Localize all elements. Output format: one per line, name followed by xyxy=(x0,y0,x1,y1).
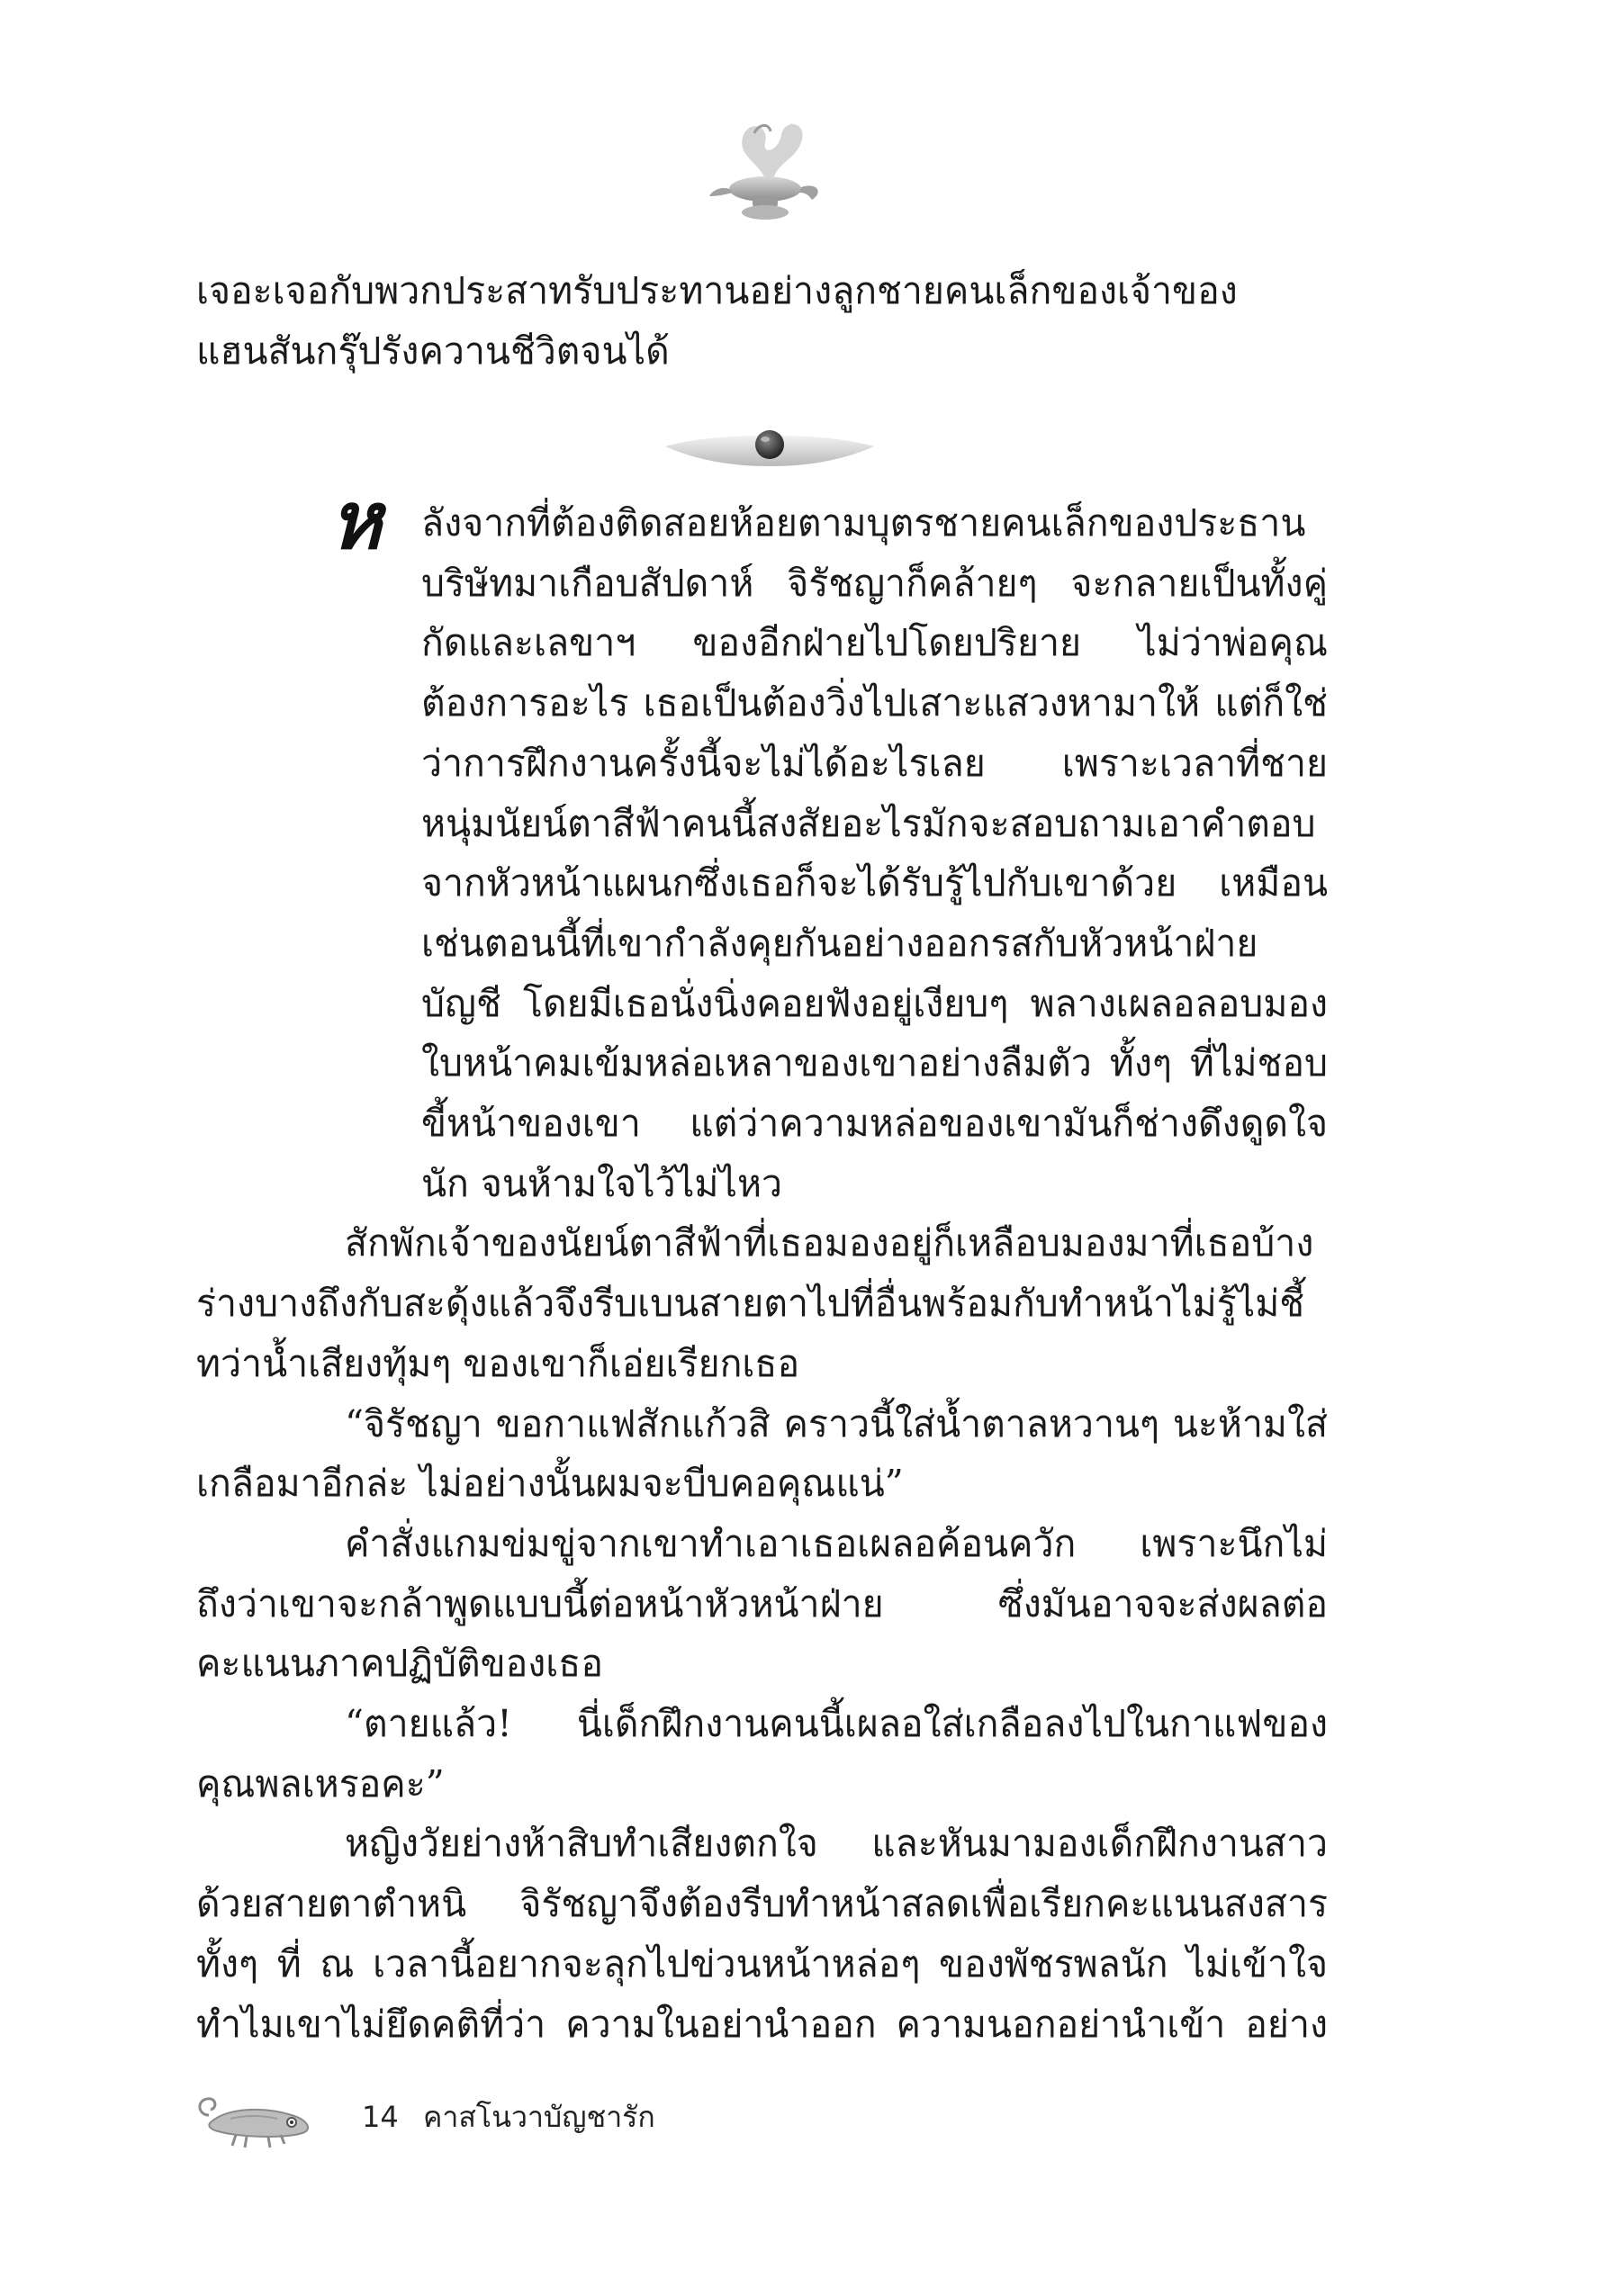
paragraph: “จิรัชญา ขอกาแฟสักแก้วสิ คราวนี้ใส่น้ำตาลหวานๆ นะห้ามใส่เกลือมาอีกล่ะ ไม่อย่างนั้นผมจะบีบคอคุณแน่” xyxy=(196,1401,1328,1506)
intro-text xyxy=(196,261,1328,381)
chapter-text xyxy=(196,473,1328,2054)
gem-divider-icon xyxy=(662,421,878,472)
chameleon-icon xyxy=(191,2088,317,2151)
book-title: คาสโนวาบัญชารัก xyxy=(423,2100,655,2134)
paragraph-text: ลังจากที่ต้องติดสอยห้อยตามบุตรชายคนเล็กของประธานบริษัทมาเกือบสัปดาห์ จิรัชญาก็คล้ายๆ จะกลายเป็นทั้งคู่กัดและเลขาฯ ของอีกฝ่ายไปโดยปริยาย ไม่ว่าพ่อคุณต้องการอะไร เธอเป็นต้องวิ่งไปเสาะแสวงหามาให้ แต่ก็ใช่ว่าการฝึกงานครั้งนี้จะไม่ได้อะไรเลย เพราะเวลาที่ชายหนุ่มนัยน์ตาสีฟ้าคนนี้สงสัยอะไรมักจะสอบถามเอาคำตอบจากหัวหน้าแผนกซึ่งเธอก็จะได้รับรู้ไปกับเขาด้วย เหมือนเช่นตอนนี้ที่เขากำลังคุยกันอย่างออกรสกับหัวหน้าฝ่ายบัญชี โดยมีเธอนั่งนิ่งคอยฟังอยู่เงียบๆ พลางเผลอลอบมองใบหน้าคมเข้มหล่อเหลาของเขาอย่างลืมตัว ทั้งๆ ที่ไม่ชอบขี้หน้าของเขา แต่ว่าความหล่อของเขามันก็ช่างดึงดูดใจนัก จนห้ามใจไว้ไม่ไหว xyxy=(421,501,1328,1205)
paragraph: สักพักเจ้าของนัยน์ตาสีฟ้าที่เธอมองอยู่ก็เหลือบมองมาที่เธอบ้าง ร่างบางถึงกับสะดุ้งแล้วจึงรีบเบนสายตาไปที่อื่นพร้อมกับทำหน้าไม่รู้ไม่ชี้ ทว่าน้ำเสียงทุ้มๆ ของเขาก็เอ่ยเรียกเธอ xyxy=(196,1221,1314,1385)
paragraph: “ตายแล้ว! นี่เด็กฝึกงานคนนี้เผลอใส่เกลือลงไปในกาแฟของคุณพลเหรอคะ” xyxy=(196,1702,1328,1805)
intro-line: เจอะเจอกับพวกประสาทรับประทานอย่างลูกชายคนเล็กของเจ้าของ xyxy=(196,269,1238,312)
page-footer xyxy=(191,2088,731,2160)
genie-lamp-icon xyxy=(702,106,828,228)
intro-line: แฮนสันกรุ๊ปรังควานชีวิตจนได้ xyxy=(196,329,670,373)
opening-paragraph xyxy=(196,473,1328,1213)
page-number: 14 xyxy=(362,2100,399,2134)
drop-cap-letter: ห xyxy=(329,473,383,567)
paragraph: หญิงวัยย่างห้าสิบทำเสียงตกใจ และหันมามองเด็กฝึกงานสาวด้วยสายตาตำหนิ จิรัชญาจึงต้องรีบทำหน้าสลดเพื่อเรียกคะแนนสงสารทั้งๆ ที่ ณ เวลานี้อยากจะลุกไปข่วนหน้าหล่อๆ ของพัชรพลนัก ไม่เข้าใจทำไมเขาไม่ยึดคติที่ว่า ความในอย่านำออก ความนอกอย่านำเข้า อย่าง xyxy=(196,1822,1328,2046)
paragraph: คำสั่งแกมข่มขู่จากเขาทำเอาเธอเผลอค้อนควัก เพราะนึกไม่ถึงว่าเขาจะกล้าพูดแบบนี้ต่อหน้าหัวหน้าฝ่าย ซึ่งมันอาจจะส่งผลต่อคะแนนภาคปฏิบัติของเธอ xyxy=(196,1521,1328,1686)
